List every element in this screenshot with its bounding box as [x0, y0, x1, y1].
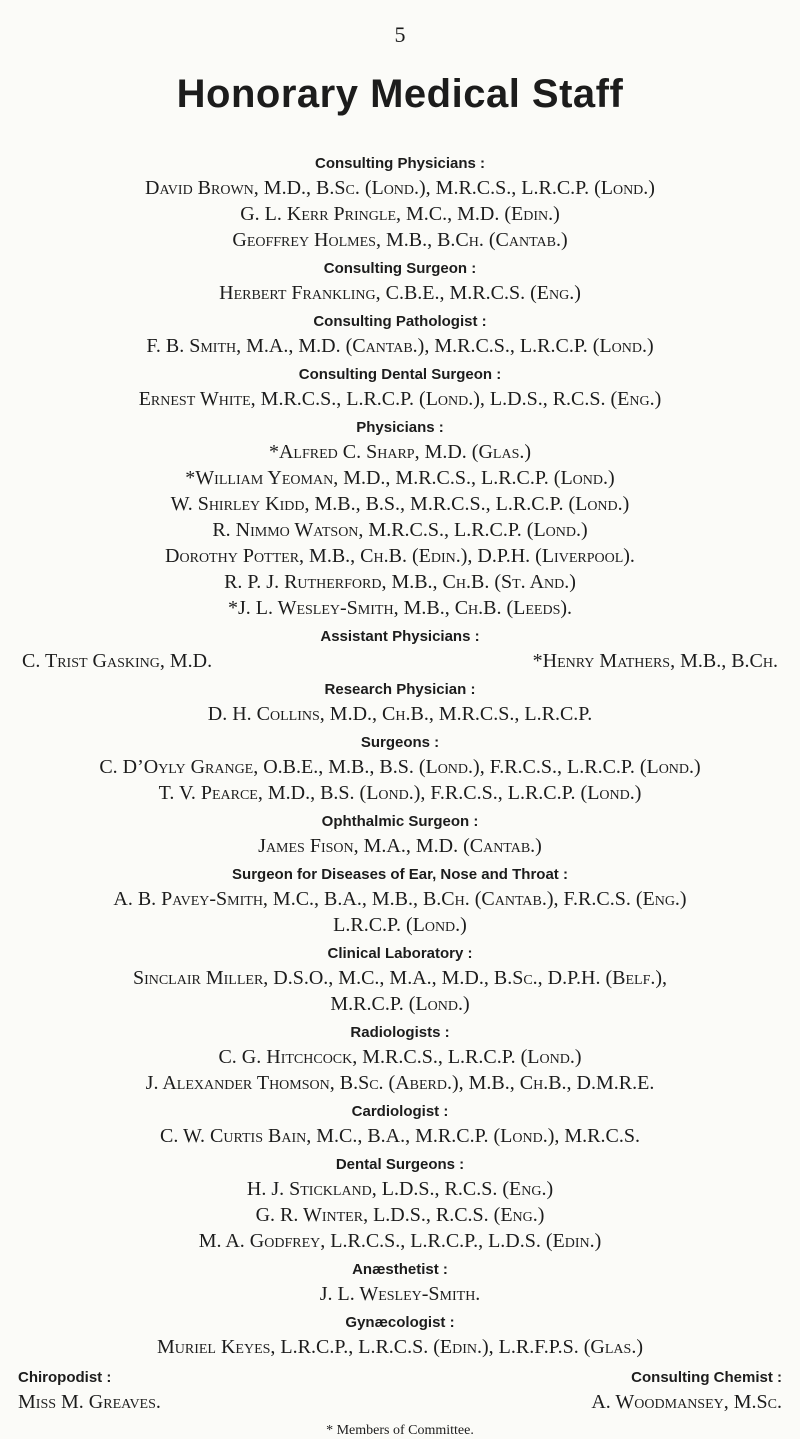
staff-section: [8, 363, 792, 412]
staff-entry: James Fison, M.A., M.D. (Cantab.): [258, 835, 542, 857]
section-heading: Physicians :: [356, 419, 444, 436]
section-heading: Cardiologist :: [351, 1103, 449, 1120]
staff-section: [8, 416, 792, 621]
staff-entry: David Brown, M.D., B.Sc. (Lond.), M.R.C.S., L.R.C.P. (Lond.): [145, 177, 655, 199]
staff-section: [8, 257, 792, 306]
staff-entry: G. L. Kerr Pringle, M.C., M.D. (Edin.): [240, 203, 560, 225]
staff-entry: R. Nimmo Watson, M.R.C.S., L.R.C.P. (Lond.): [212, 519, 588, 541]
staff-entry: J. Alexander Thomson, B.Sc. (Aberd.), M.B., Ch.B., D.M.R.E.: [145, 1072, 655, 1094]
staff-entry: J. L. Wesley-Smith.: [319, 1283, 481, 1305]
staff-entry: M.R.C.P. (Lond.): [330, 993, 470, 1015]
section-heading: Consulting Surgeon :: [323, 260, 477, 277]
staff-entry: R. P. J. Rutherford, M.B., Ch.B. (St. And.): [224, 571, 576, 593]
staff-entry: T. V. Pearce, M.D., B.S. (Lond.), F.R.C.S., L.R.C.P. (Lond.): [158, 782, 642, 804]
staff-entry: Herbert Frankling, C.B.E., M.R.C.S. (Eng.): [219, 282, 581, 304]
staff-entry: C. D’Oyly Grange, O.B.E., M.B., B.S. (Lond.), F.R.C.S., L.R.C.P. (Lond.): [99, 756, 701, 778]
consulting-chemist-column: [591, 1364, 782, 1415]
staff-section: [8, 152, 792, 253]
section-heading: Research Physician :: [324, 681, 476, 698]
staff-entry: *Henry Mathers, M.B., B.Ch.: [532, 650, 778, 672]
staff-entry: Miss M. Greaves.: [18, 1391, 161, 1413]
section-heading: Ophthalmic Surgeon :: [321, 813, 479, 830]
section-heading: Surgeons :: [360, 734, 440, 751]
section-heading: Clinical Laboratory :: [327, 945, 473, 962]
staff-section: [8, 863, 792, 938]
staff-entry: H. J. Stickland, L.D.S., R.C.S. (Eng.): [246, 1178, 554, 1200]
staff-entry: Dorothy Potter, M.B., Ch.B. (Edin.), D.P.H. (Liverpool).: [165, 545, 635, 567]
section-heading: Anæsthetist :: [352, 1261, 448, 1278]
section-heading: Consulting Pathologist :: [313, 313, 487, 330]
staff-entry: Geoffrey Holmes, M.B., B.Ch. (Cantab.): [232, 229, 568, 251]
section-heading: Dental Surgeons :: [335, 1156, 465, 1173]
sections-group-2: [8, 678, 792, 1360]
sections-group-1: [8, 152, 792, 621]
staff-entry: C. Trist Gasking, M.D.: [22, 650, 213, 672]
staff-entry: *J. L. Wesley-Smith, M.B., Ch.B. (Leeds).: [227, 597, 573, 619]
staff-entry: G. R. Winter, L.D.S., R.C.S. (Eng.): [255, 1204, 545, 1226]
staff-section: [8, 942, 792, 1017]
staff-entry: M. A. Godfrey, L.R.C.S., L.R.C.P., L.D.S. (Edin.): [198, 1230, 602, 1252]
bottom-columns: [8, 1364, 792, 1415]
staff-entry: A. B. Pavey-Smith, M.C., B.A., M.B., B.Ch. (Cantab.), F.R.C.S. (Eng.): [113, 888, 687, 910]
staff-section: [8, 678, 792, 727]
staff-section: [8, 810, 792, 859]
section-heading: Consulting Chemist :: [631, 1369, 782, 1386]
staff-entry: Sinclair Miller, D.S.O., M.C., M.A., M.D., B.Sc., D.P.H. (Belf.),: [132, 967, 668, 989]
section-heading: Consulting Physicians :: [314, 155, 486, 172]
page-number: 5: [394, 22, 406, 47]
staff-section: [8, 1311, 792, 1360]
staff-entry: Ernest White, M.R.C.S., L.R.C.P. (Lond.), L.D.S., R.C.S. (Eng.): [138, 388, 662, 410]
staff-entry: F. B. Smith, M.A., M.D. (Cantab.), M.R.C.S., L.R.C.P. (Lond.): [146, 335, 654, 357]
staff-section: [8, 1258, 792, 1307]
staff-section: [8, 1021, 792, 1096]
staff-entry: C. W. Curtis Bain, M.C., B.A., M.R.C.P. (Lond.), M.R.C.S.: [160, 1125, 640, 1147]
chiropodist-column: [18, 1364, 161, 1415]
footnote: * Members of Committee.: [326, 1423, 474, 1438]
staff-entry: Muriel Keyes, L.R.C.P., L.R.C.S. (Edin.), L.R.F.P.S. (Glas.): [156, 1336, 643, 1358]
staff-entry: *Alfred C. Sharp, M.D. (Glas.): [268, 441, 532, 463]
staff-section: [8, 1100, 792, 1149]
page-title: Honorary Medical Staff: [176, 72, 624, 116]
staff-section: [8, 1153, 792, 1254]
staff-entry: A. Woodmansey, M.Sc.: [591, 1391, 782, 1413]
staff-section: [8, 731, 792, 806]
section-assistant-physicians: [8, 625, 792, 674]
staff-list: [8, 150, 792, 1439]
staff-entry: C. G. Hitchcock, M.R.C.S., L.R.C.P. (Lond.): [218, 1046, 582, 1068]
section-heading: Assistant Physicians :: [320, 628, 480, 645]
section-heading: Gynæcologist :: [345, 1314, 455, 1331]
section-heading: Chiropodist :: [18, 1369, 112, 1386]
staff-section: [8, 310, 792, 359]
assistant-physicians-row: [8, 648, 792, 674]
staff-entry: D. H. Collins, M.D., Ch.B., M.R.C.S., L.R.C.P.: [207, 703, 593, 725]
section-heading: Surgeon for Diseases of Ear, Nose and Throat :: [232, 866, 568, 883]
staff-entry: L.R.C.P. (Lond.): [333, 914, 467, 936]
section-heading: Radiologists :: [350, 1024, 450, 1041]
staff-entry: W. Shirley Kidd, M.B., B.S., M.R.C.S., L.R.C.P. (Lond.): [170, 493, 630, 515]
staff-entry: *William Yeoman, M.D., M.R.C.S., L.R.C.P. (Lond.): [185, 467, 615, 489]
section-heading: Consulting Dental Surgeon :: [298, 366, 502, 383]
